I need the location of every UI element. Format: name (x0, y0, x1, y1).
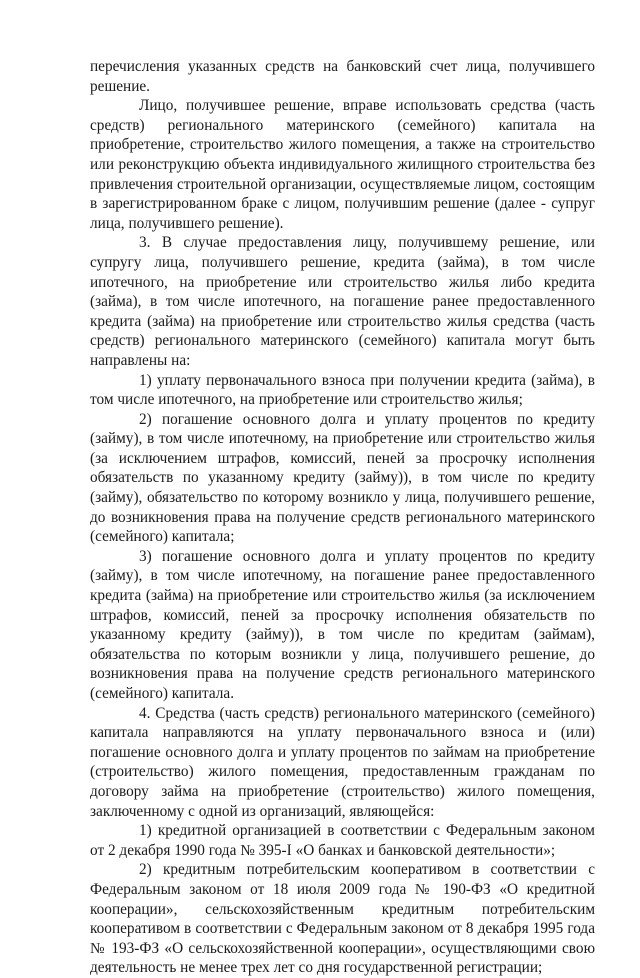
paragraph-section-4: 4. Средства (часть средств) регионального материнского (семейного) капитала направляются на уплату первоначального взноса и (или) погашение основного долга и уплату процентов по займам на приобретение (строительство) жилого помещения, предоставленным гражданам по договору займа на приобретение (строительство) жилого помещения, заключенному с одной из организаций, являющейся: (90, 704, 595, 820)
list-item-4-1: 1) кредитной организацией в соответствии с Федеральным законом от 2 декабря 1990 года № 395-I «О банках и банковской деятельности»; (90, 822, 595, 859)
list-item-3-3: 3) погашение основного долга и уплату процентов по кредиту (займу), в том числе ипотечному, на погашение ранее предоставленного кредита (займа) на приобретение или строительство жилья (за исключением штрафов, комиссий, пеней за просрочку исполнения обязательств по указанному кредиту (займу)), в том числе по кредитам (займам), обязательства по которым возникли у лица, получившего решение, до возникновения права на получение средств регионального материнского (семейного) капитала. (90, 547, 595, 702)
paragraph-section-3: 3. В случае предоставления лицу, получившему решение, или супругу лица, получившего решение, кредита (займа), в том числе ипотечного, на приобретение или строительство жилья либо кредита (займа), в том числе ипотечного, на погашение ранее предоставленного кредита (займа) на приобретение или строительство жилья средства (часть средств) регионального материнского (семейного) капитала могут быть направлены на: (90, 234, 595, 369)
list-item-4-2: 2) кредитным потребительским кооперативом в соответствии с Федеральным законом от 18 июля 2009 года № 190-ФЗ «О кредитной кооперации», сельскохозяйственным кредитным потребительским кооперативом в соответствии с Федеральным законом от 8 декабря 1995 года № 193-ФЗ «О сельскохозяйственной кооперации», осуществляющими свою деятельность не менее трех лет со дня государственной регистрации; (90, 861, 595, 977)
list-item-3-1: 1) уплату первоначального взноса при получении кредита (займа), в том числе ипотечного, на приобретение или строительство жилья; (90, 371, 595, 409)
list-item-3-2: 2) погашение основного долга и уплату процентов по кредиту (займу), в том числе ипотечному, на приобретение или строительство жилья (за исключением штрафов, комиссий, пеней за просрочку исполнения обязательств по указанному кредиту (займу)), в том числе по кредиту (займу), обязательство по которому возникло у лица, получившего решение, до возникновения права на получение средств регионального материнского (семейного) капитала; (90, 410, 595, 546)
document-body (90, 57, 595, 978)
paragraph-continuation: перечисления указанных средств на банковский счет лица, получившего решение. (90, 58, 595, 95)
paragraph-spouse-usage: Лицо, получившее решение, вправе использовать средства (часть средств) регионального материнского (семейного) капитала на приобретение, строительство жилого помещения, а также на строительство или реконструкцию объекта индивидуального жилищного строительства без привлечения строительной организации, осуществляемые лицом, состоящим в зарегистрированном браке с лицом, получившим решение (далее - супруг лица, получившего решение). (90, 97, 595, 232)
